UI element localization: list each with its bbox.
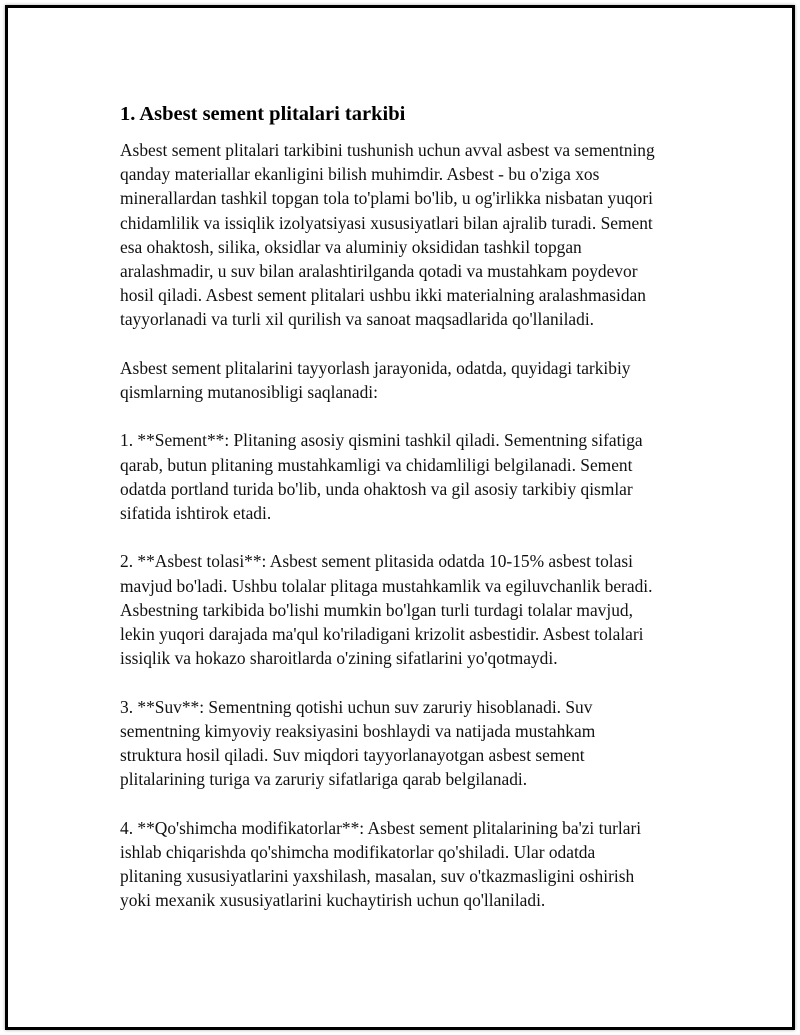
- list-item-modifikatorlar: 4. **Qo'shimcha modifikatorlar**: Asbest sement plitalarining ba'zi turlari ishlab chiqarishda qo'shimcha modifikatorlar qo'shiladi. Ular odatda plitaning xususiyatlarini yaxshilash, masalan, suv o'tkazmasligini oshirish yoki mexanik xususiyatlarini kuchaytirish uchun qo'llaniladi.: [120, 817, 642, 911]
- list-item-asbest-tolasi: 2. **Asbest tolasi**: Asbest sement plitasida odatda 10-15% asbest tolasi mavjud bo'ladi. Ushbu tolalar plitaga mustahkamlik va egiluvchanlik beradi. Asbestning tarkibida bo'lishi mumkin bo'lgan turli turdagi tolalar mavjud, lekin yuqori darajada ma'qul ko'riladigani krizolit asbestidir. Asbest tolalari issiqlik va hokazo sharoitlarda o'zining sifatlarini yo'qotmaydi.: [120, 551, 653, 669]
- document-page: [5, 5, 795, 1030]
- section-heading: 1. Asbest sement plitalari tarkibi: [120, 103, 406, 125]
- list-item-sement: 1. **Sement**: Plitaning asosiy qismini tashkil qiladi. Sementning sifatiga qarab, butun plitaning mustahkamligi va chidamliligi belgilanadi. Sement odatda portland turida bo'lib, unda ohaktosh va gil asosiy tarkibiy qismlar sifatida ishtirok etadi.: [120, 430, 643, 524]
- paragraph-intro: Asbest sement plitalari tarkibini tushunish uchun avval asbest va sementning qanday materiallar ekanligini bilish muhimdir. Asbest - bu o'ziga xos minerallardan tashkil topgan tola to'plami bo'lib, u og'irlikka nisbatan yuqori chidamlilik va issiqlik izolyatsiyasi xususiyatlari bilan ajralib turadi. Sement esa ohaktosh, silika, oksidlar va aluminiy oksididan tashkil topgan aralashmadir, u suv bilan aralashtirilganda qotadi va mustahkam poydevor hosil qiladi. Asbest sement plitalari ushbu ikki materialning aralashmasidan tayyorlanadi va turli xil qurilish va sanoat maqsadlarida qo'llaniladi.: [120, 140, 655, 330]
- document-content: [120, 101, 698, 912]
- list-item-suv: 3. **Suv**: Sementning qotishi uchun suv zaruriy hisoblanadi. Suv sementning kimyoviy reaksiyasini boshlaydi va natijada mustahkam struktura hosil qiladi. Suv miqdori tayyorlanayotgan asbest sement plitalarining turiga va zaruriy sifatlariga qarab belgilanadi.: [120, 696, 596, 790]
- paragraph-components-intro: Asbest sement plitalarini tayyorlash jarayonida, odatda, quyidagi tarkibiy qismlarning mutanosibligi saqlanadi:: [120, 357, 631, 403]
